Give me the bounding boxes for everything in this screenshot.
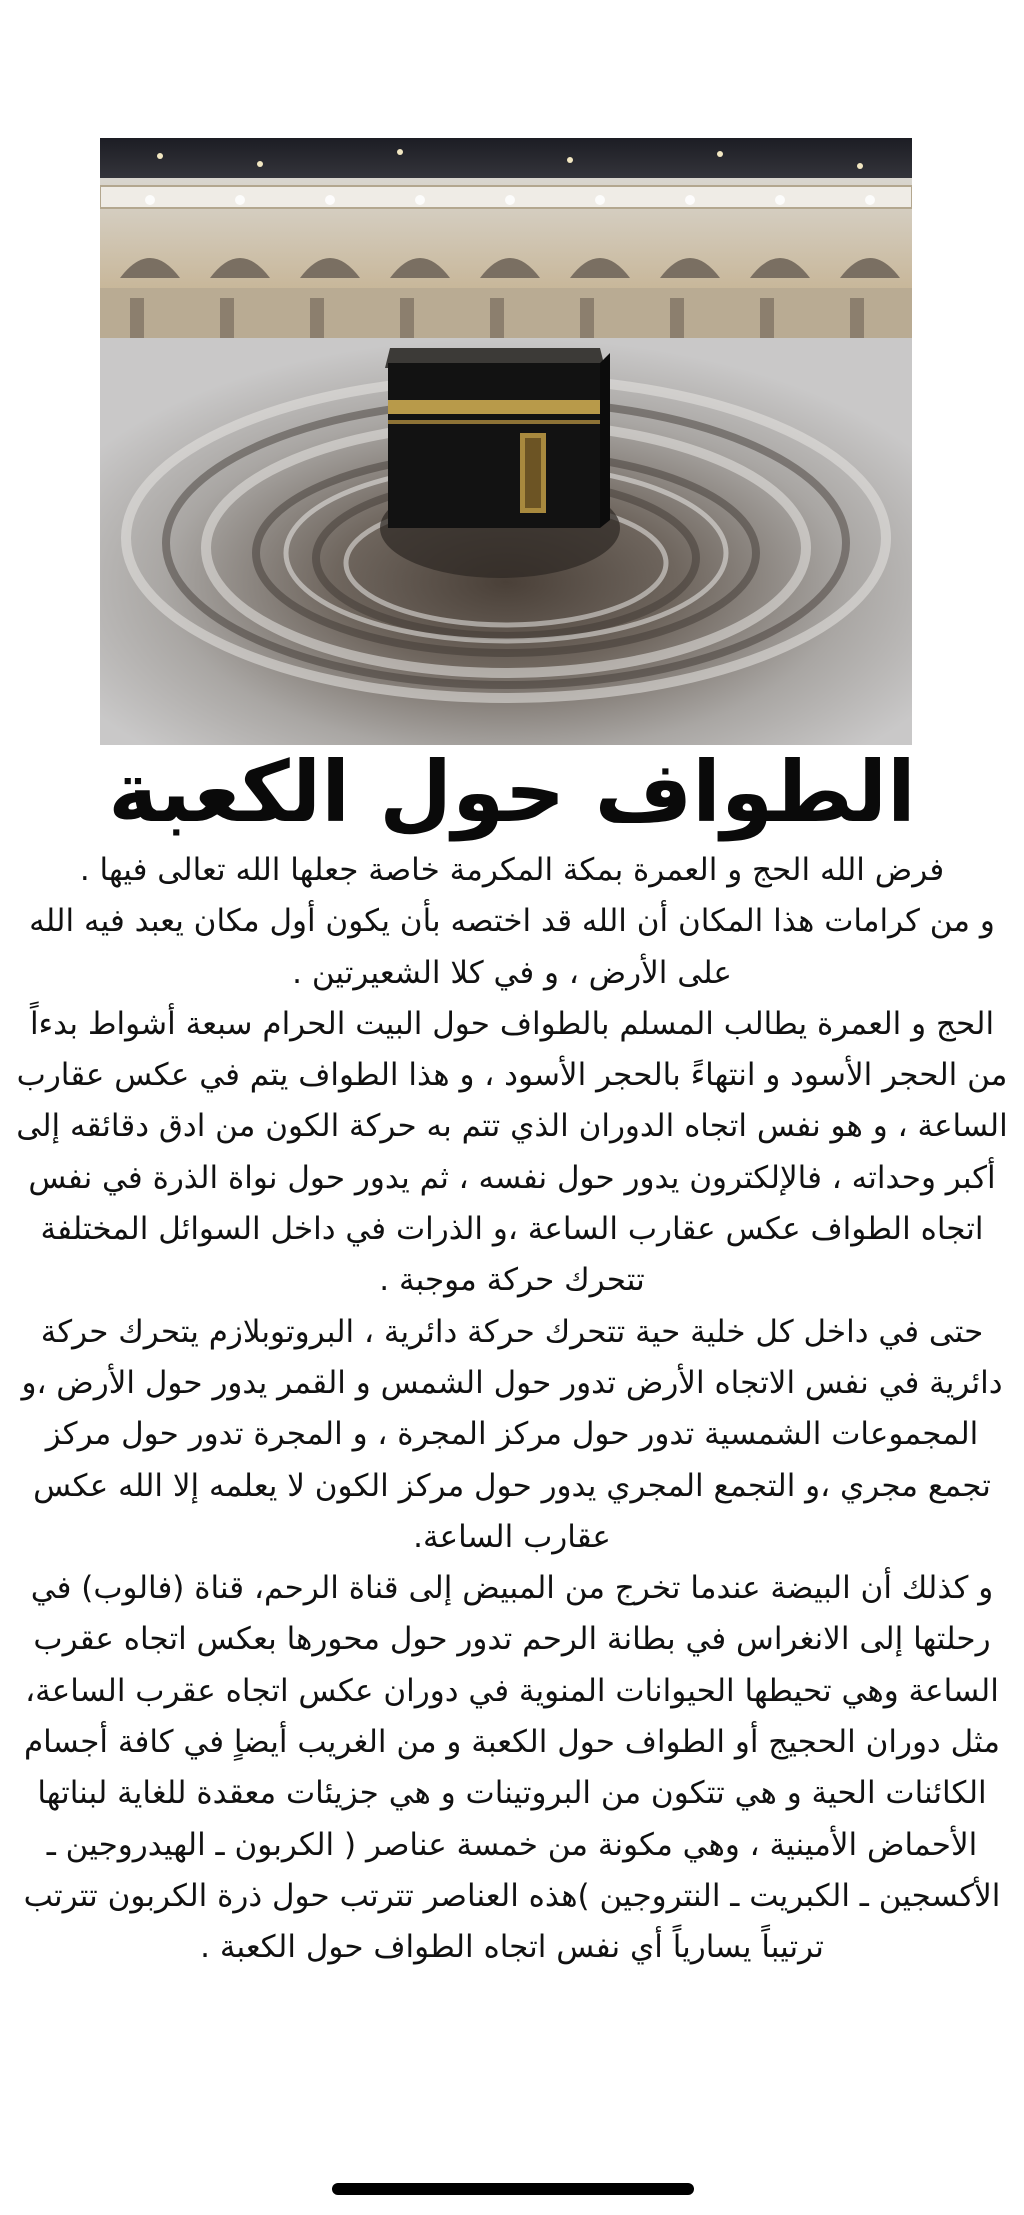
kaaba-photo [100, 138, 912, 745]
article-paragraph-2: و من كرامات هذا المكان أن الله قد اختصه بأن يكون أول مكان يعبد فيه الله على الأرض ، و في كلا الشعيرتين . [29, 903, 995, 991]
home-indicator-bar[interactable] [332, 2183, 694, 2195]
article-body [14, 845, 1010, 1974]
article-paragraph-5: و كذلك أن البيضة عندما تخرج من المبيض إلى قناة الرحم، قناة (فالوب) في رحلتها إلى الانغراس في بطانة الرحم تدور حول محورها بعكس اتجاه عقرب الساعة وهي تحيطها الحيوانات المنوية في دوران عكس اتجاه عقرب الساعة، مثل دوران الحجيج أو الطواف حول الكعبة و من الغريب أيضاٍ في كافة أجسام الكائنات الحية و هي تتكون من البروتينات و هي جزيئات معقدة للغاية لبناتها الأحماض الأمينية ، وهي مكونة من خمسة عناصر ( الكربون ـ الهيدروجين ـ الأكسجين ـ الكبريت ـ النتروجين )هذه العناصر تترتب حول ذرة الكربون تترتب ترتيباً يسارياً أي نفس اتجاه الطواف حول الكعبة . [23, 1570, 1001, 1966]
article-paragraph-1: فرض الله الحج و العمرة بمكة المكرمة خاصة جعلها الله تعالى فيها . [79, 852, 945, 888]
article-paragraph-4: حتى في داخل كل خلية حية تتحرك حركة دائرية ، البروتوبلازم يتحرك حركة دائرية في نفس الاتجاه الأرض تدور حول الشمس و القمر يدور حول الأرض ،و المجموعات الشمسية تدور حول مركز المجرة ، و المجرة تدور حول مركز تجمع مجري ،و التجمع المجري يدور حول مركز الكون لا يعلمه إلا الله عكس عقارب الساعة. [21, 1313, 1003, 1555]
article-title: الطواف حول الكعبة [108, 743, 916, 841]
article-paragraph-3: الحج و العمرة يطالب المسلم بالطواف حول البيت الحرام سبعة أشواط بدءاً من الحجر الأسود و انتهاءً بالحجر الأسود ، و هذا الطواف يتم في عكس عقارب الساعة ، و هو نفس اتجاه الدوران الذي تتم به حركة الكون من ادق دقائقه إلى أكبر وحداته ، فالإلكترون يدور حول نفسه ، ثم يدور حول نواة الذرة في نفس اتجاه الطواف عكس عقارب الساعة ،و الذرات في داخل السوائل المختلفة تتحرك حركة موجبة . [16, 1005, 1008, 1299]
